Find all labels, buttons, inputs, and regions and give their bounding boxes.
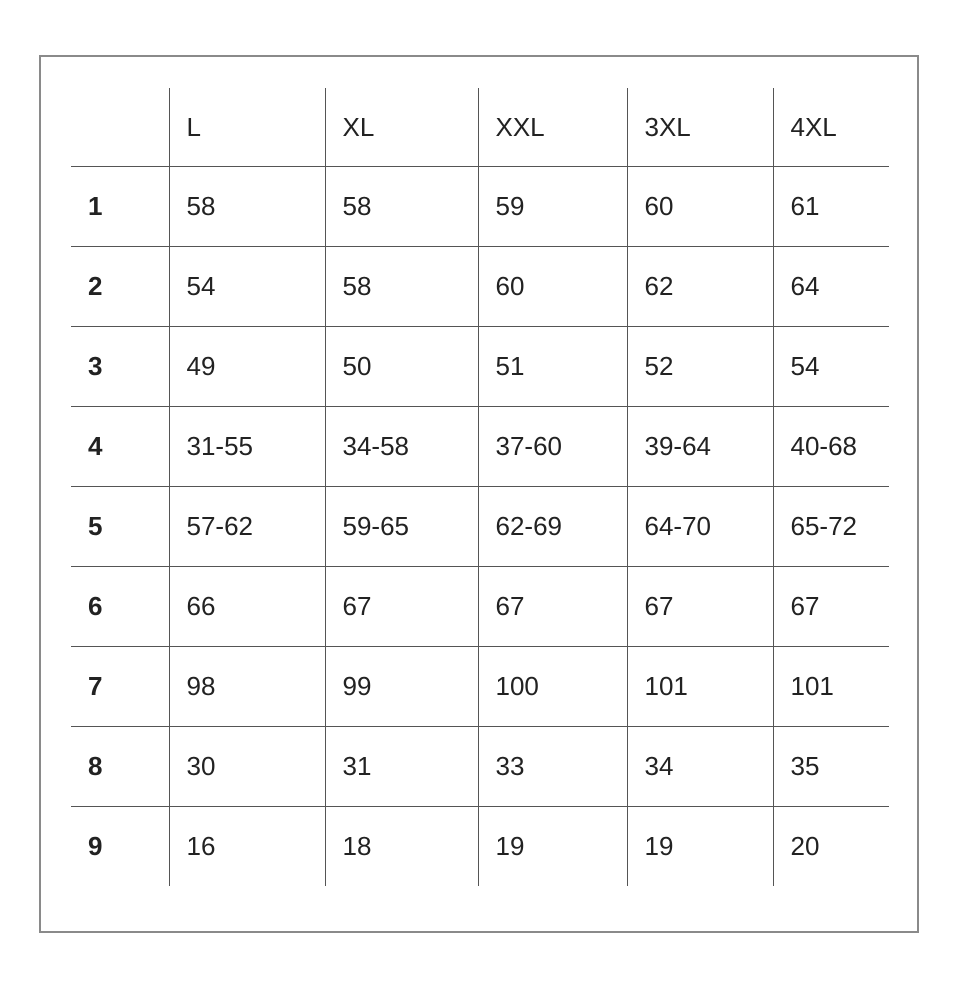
- table-cell: 62: [627, 246, 773, 326]
- table-row: [71, 806, 889, 886]
- table-row: [71, 406, 889, 486]
- header-size-l: L: [169, 88, 325, 166]
- table-cell: 67: [773, 566, 889, 646]
- row-label: 9: [71, 806, 169, 886]
- table-cell: 19: [627, 806, 773, 886]
- table-cell: 58: [169, 166, 325, 246]
- row-label: 7: [71, 646, 169, 726]
- header-size-xl: XL: [325, 88, 478, 166]
- row-label: 5: [71, 486, 169, 566]
- table-cell: 99: [325, 646, 478, 726]
- table-row: [71, 726, 889, 806]
- header-size-4xl: 4XL: [773, 88, 889, 166]
- table-cell: 39-64: [627, 406, 773, 486]
- table-cell: 34: [627, 726, 773, 806]
- table-row: [71, 326, 889, 406]
- table-cell: 58: [325, 246, 478, 326]
- table-cell: 67: [627, 566, 773, 646]
- table-cell: 62-69: [478, 486, 627, 566]
- table-cell: 49: [169, 326, 325, 406]
- table-cell: 19: [478, 806, 627, 886]
- table-row: [71, 646, 889, 726]
- row-label: 2: [71, 246, 169, 326]
- table-cell: 33: [478, 726, 627, 806]
- table-cell: 64-70: [627, 486, 773, 566]
- row-label: 4: [71, 406, 169, 486]
- table-cell: 54: [169, 246, 325, 326]
- table-cell: 35: [773, 726, 889, 806]
- table-cell: 37-60: [478, 406, 627, 486]
- table-cell: 20: [773, 806, 889, 886]
- table-cell: 98: [169, 646, 325, 726]
- table-cell: 54: [773, 326, 889, 406]
- table-cell: 64: [773, 246, 889, 326]
- table-row: [71, 166, 889, 246]
- row-label: 8: [71, 726, 169, 806]
- table-cell: 60: [627, 166, 773, 246]
- table-cell: 67: [325, 566, 478, 646]
- row-label: 1: [71, 166, 169, 246]
- table-cell: 40-68: [773, 406, 889, 486]
- table-cell: 18: [325, 806, 478, 886]
- table-cell: 67: [478, 566, 627, 646]
- table-row: [71, 246, 889, 326]
- table-cell: 59-65: [325, 486, 478, 566]
- table-cell: 51: [478, 326, 627, 406]
- size-chart-header: [71, 88, 889, 166]
- table-cell: 34-58: [325, 406, 478, 486]
- table-row: [71, 486, 889, 566]
- table-cell: 16: [169, 806, 325, 886]
- size-chart-table: [71, 88, 889, 886]
- header-row: [71, 88, 889, 166]
- table-cell: 60: [478, 246, 627, 326]
- row-label: 3: [71, 326, 169, 406]
- table-cell: 59: [478, 166, 627, 246]
- size-chart-body: [71, 166, 889, 886]
- table-cell: 65-72: [773, 486, 889, 566]
- table-cell: 50: [325, 326, 478, 406]
- row-label: 6: [71, 566, 169, 646]
- table-cell: 101: [773, 646, 889, 726]
- header-size-xxl: XXL: [478, 88, 627, 166]
- header-corner-cell: [71, 88, 169, 166]
- table-cell: 31-55: [169, 406, 325, 486]
- table-cell: 61: [773, 166, 889, 246]
- header-size-3xl: 3XL: [627, 88, 773, 166]
- table-cell: 31: [325, 726, 478, 806]
- table-cell: 58: [325, 166, 478, 246]
- table-cell: 57-62: [169, 486, 325, 566]
- table-cell: 100: [478, 646, 627, 726]
- table-row: [71, 566, 889, 646]
- table-cell: 101: [627, 646, 773, 726]
- table-cell: 66: [169, 566, 325, 646]
- table-cell: 30: [169, 726, 325, 806]
- table-cell: 52: [627, 326, 773, 406]
